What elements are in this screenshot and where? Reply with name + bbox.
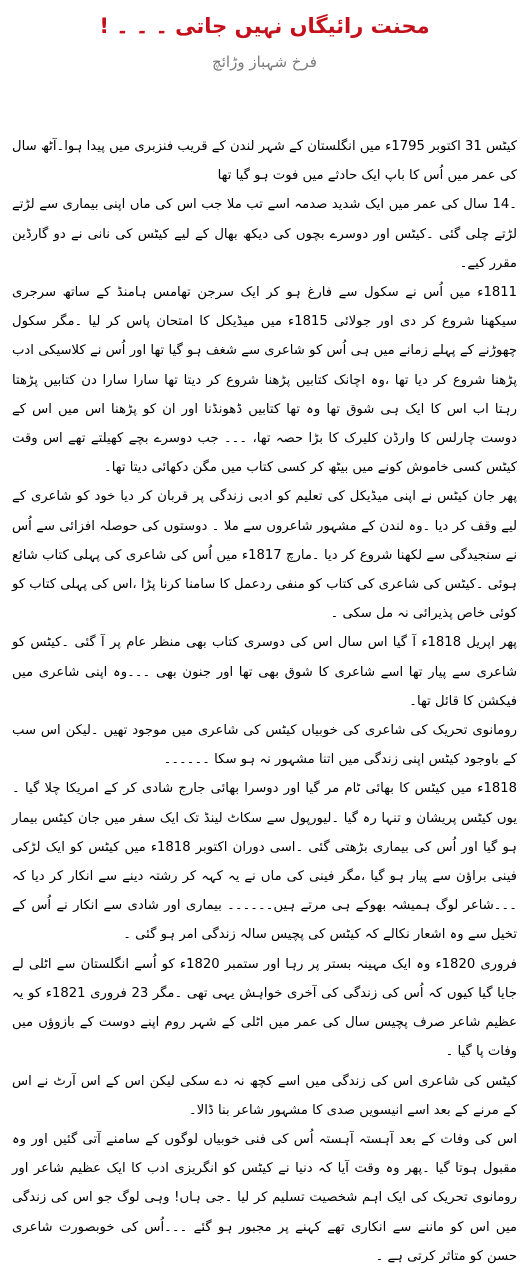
paragraph: پھر اپریل 1818ء آ گیا اس سال اس کی دوسری کتاب بھی منظر عام پر آ گئی ۔کیٹس کو شاعری سے پیار تھا اسے شاعری کا شوق بھی تھا اور جنون بھی ۔۔۔وہ اپنی شاعری میں فیکشن کا قائل تھا۔: [12, 635, 517, 709]
paragraph: ۔14 سال کی عمر میں ایک شدید صدمہ اسے تب ملا جب اس کی ماں اپنی بیماری سے لڑتے لڑتے چلی گئی ۔کیٹس اور دوسرے بچوں کی دیکھ بھال کے لیے کیٹس کی نانی نے دو گارڈین مقرر کیے۔: [12, 197, 517, 271]
header-spacer: [10, 82, 519, 132]
paragraph: رومانوی تحریک کی شاعری کی خوبیاں کیٹس کی شاعری میں موجود تھیں ۔لیکن اس سب کے باوجود کیٹس اپنی زندگی میں اتنا مشہور نہ ہو سکا ۔۔۔۔۔۔: [12, 723, 517, 768]
paragraph: کیٹس 31 اکتوبر 1795ء میں انگلستان کے شہر لندن کے قریب فنزبری میں پیدا ہوا۔آٹھ سال کی عمر میں اُس کا باپ ایک حادثے میں فوت ہو گیا تھا: [12, 139, 517, 184]
paragraph: کیٹس کی شاعری اس کی زندگی میں اسے کچھ نہ دے سکی لیکن اس کے اس آرٹ نے اس کے مرنے کے بعد اسے انیسویں صدی کا مشہور شاعر بنا ڈالا۔: [12, 1073, 517, 1118]
author-name: فرخ شہباز وڑائچ: [212, 53, 317, 71]
paragraph: 1811ء میں اُس نے سکول سے فارغ ہو کر ایک سرجن تھامس ہامنڈ کے ساتھ سرجری سیکھنا شروع کر دی اور جولائی 1815ء میں میڈیکل کا امتحان پاس کر لیا ۔مگر سکول چھوڑنے کے پہلے زمانے میں ہی اُس کو شاعری سے شغف ہو گیا تھا اور اُس نے کلاسیکی ادب پڑھنا شروع کر دیا تھا ،وہ اچانک کتابیں پڑھنا شروع کر دیتا تھا سارا سارا دن کتابیں پڑھتا رہتا اب اس کا ایک ہی شوق تھا وہ تھا کتابیں ڈھونڈنا اور ان کو پڑھنا اس میں اس کے دوست چارلس کا وارڈن کلیرک کا بڑا حصہ تھا، ۔۔۔ جب دوسرے بچے کھیلتے تھے اس وقت کیٹس کسی خاموش کونے میں بیٹھ کر کسی کتاب میں مگن دکھائی دیتا تھا۔: [12, 285, 517, 476]
paragraph: 1818ء میں کیٹس کا بھائی ٹام مر گیا اور دوسرا بھائی جارج شادی کر کے امریکا چلا گیا ۔یوں کیٹس پریشان و تنہا رہ گیا ۔لیورپول سے سکاٹ لینڈ تک ایک سفر میں جان کیٹس بیمار ہو گیا اور اُس کی بیماری بڑھتی گئی ۔اسی دوران اکتوبر 1818ء میں کیٹس کو ایک لڑکی فینی براؤن سے پیار ہو گیا ،مگر فینی کی ماں نے یہ کہہ کر رشتہ دینے سے انکار کر دیا کہ ۔۔۔شاعر لوگ ہمیشہ بھوکے ہی مرتے ہیں۔۔۔۔۔۔ بیماری اور شادی سے انکار نے اُس کے تخیل سے وہ اشعار نکالے کہ کیٹس کی پچیس سالہ زندگی امر ہو گئی ۔: [12, 781, 517, 943]
paragraph: فروری 1820ء وہ ایک مہینہ بستر پر رہا اور ستمبر 1820ء کو اُسے انگلستان سے اٹلی لے جایا گیا کیوں کہ اُس کی زندگی کی آخری خواہش یہی تھی ۔مگر 23 فروری 1821ء کو یہ عظیم شاعر صرف پچیس سال کی عمر میں اٹلی کے شہر روم اپنے دوست کے بازوؤں میں وفات پا گیا ۔: [12, 956, 517, 1060]
article-title: محنت رائیگاں نہیں جاتی ۔ ۔ ۔ !: [99, 14, 430, 38]
article-body: [10, 132, 519, 1271]
article-page: [0, 10, 529, 1268]
paragraph: پھر جان کیٹس نے اپنی میڈیکل کی تعلیم کو ادبی زندگی پر قربان کر دیا خود کو شاعری کے لیے وقف کر دیا ۔وہ لندن کے مشہور شاعروں سے ملا ۔ دوستوں کی حوصلہ افزائی سے اُس نے سنجیدگی سے لکھنا شروع کر دیا ۔مارچ 1817ء میں اُس کی شاعری کی پہلی کتاب شائع ہوئی ۔کیٹس کی شاعری کی کتاب کو منفی ردعمل کا سامنا کرنا پڑا ،اس کی پہلی کتاب کو کوئی خاص پذیرائی نہ مل سکی ۔: [12, 489, 517, 622]
paragraph: اس کی وفات کے بعد آہستہ آہستہ اُس کی فنی خوبیاں لوگوں کے سامنے آتی گئیں اور وہ مقبول ہوتا گیا ۔پھر وہ وقت آیا کہ دنیا نے کیٹس کو انگریزی ادب کا ایک عظیم شاعر اور رومانوی تحریک کی ایک اہم شخصیت تسلیم کر لیا ۔جی ہاں! وہی لوگ جو اس کی زندگی میں اس کو ماننے سے انکاری تھے کہنے پر مجبور ہو گئے ۔۔۔اُس کی خوبصورت شاعری حسن کو متاثر کرتی ہے ۔: [12, 1131, 517, 1264]
